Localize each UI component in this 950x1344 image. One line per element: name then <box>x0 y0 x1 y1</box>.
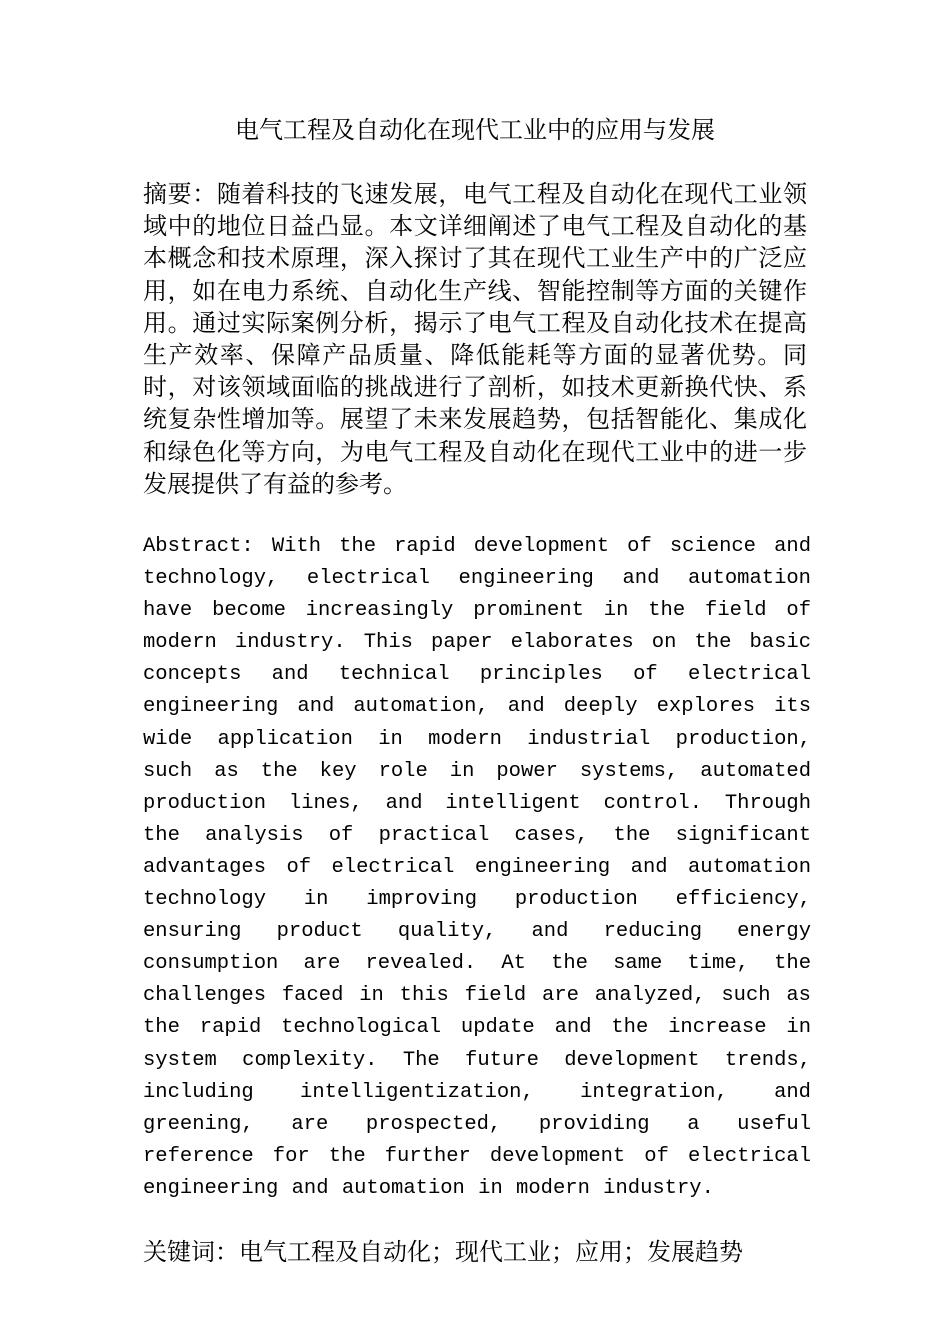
keywords: 关键词：电气工程及自动化；现代工业；应用；发展趋势 <box>143 1238 743 1266</box>
document-title: 电气工程及自动化在现代工业中的应用与发展 <box>235 116 715 144</box>
abstract-english: Abstract: With the rapid development of science and technology, electrical engineering and automation have become increasingly prominent in the field of modern industry. This paper elaborates on the basic concepts and technical principles of electrical engineering and automation, and deeply explores its wide application in modern industrial production, such as the key role in power systems, automated production lines, and intelligent control. Through the analysis of practical cases, the significant advantages of electrical engineering and automation technology in improving production efficiency, ensuring product quality, and reducing energy consumption are revealed. At the same time, the challenges faced in this field are analyzed, such as the rapid technological update and the increase in system complexity. The future development trends, including intelligentization, integration, and greening, are prospected, providing a useful reference for the further development of electrical engineering and automation in modern industry. <box>143 535 811 1200</box>
abstract-chinese: 摘要：随着科技的飞速发展，电气工程及自动化在现代工业领域中的地位日益凸显。本文详细阐述了电气工程及自动化的基本概念和技术原理，深入探讨了其在现代工业生产中的广泛应用，如在电力系统、自动化生产线、智能控制等方面的关键作用。通过实际案例分析，揭示了电气工程及自动化技术在提高生产效率、保障产品质量、降低能耗等方面的显著优势。同时，对该领域面临的挑战进行了剖析，如技术更新换代快、系统复杂性增加等。展望了未来发展趋势，包括智能化、集成化和绿色化等方向，为电气工程及自动化在现代工业中的进一步发展提供了有益的参考。 <box>143 180 807 498</box>
